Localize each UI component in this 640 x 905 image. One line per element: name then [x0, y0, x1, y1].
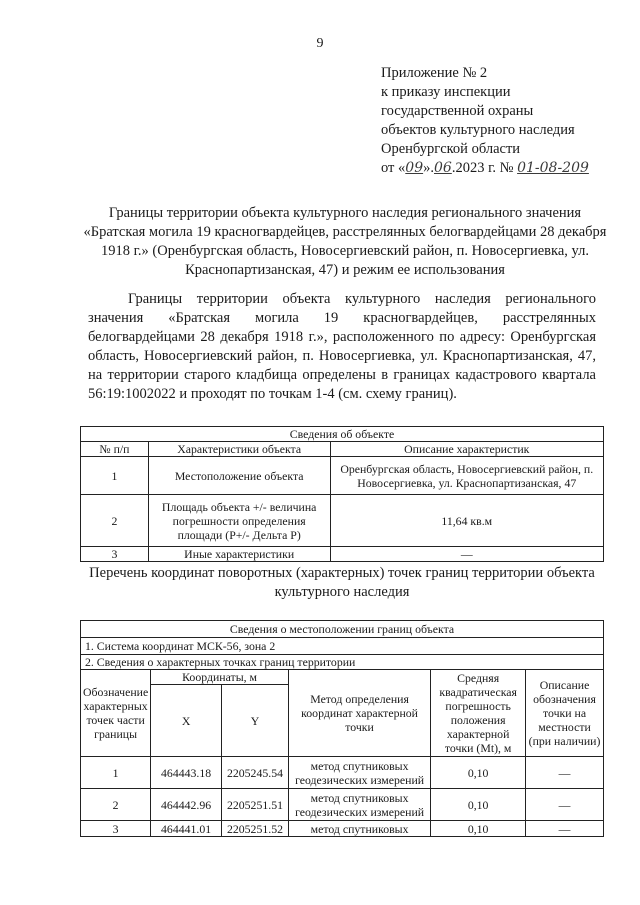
point-2-x: 464442.96 — [151, 789, 222, 821]
header-number: № п/п — [81, 442, 149, 457]
header-error: Средняя квадратическая погрешность положения характерной точки (Mt), м — [431, 670, 526, 757]
row-1-value: Оренбургская область, Новосергиевский район, п. Новосергиевка, ул. Краснопартизанская, 47 — [330, 457, 603, 495]
coords-system: 1. Система координат МСК-56, зона 2 — [81, 638, 604, 655]
appendix-line-4: объектов культурного наследия — [381, 122, 575, 138]
point-1-method: метод спутниковых геодезических измерений — [288, 757, 430, 789]
point-1-x: 464443.18 — [151, 757, 222, 789]
point-2-id: 2 — [81, 789, 151, 821]
row-3-value: — — [330, 547, 603, 562]
header-characteristic: Характеристики объекта — [148, 442, 330, 457]
header-method: Метод определения координат характерной точки — [288, 670, 430, 757]
coords-table-caption: Сведения о местоположении границ объекта — [81, 621, 604, 638]
point-2-method: метод спутниковых геодезических измерений — [288, 789, 430, 821]
appendix-date-line — [381, 159, 589, 178]
row-3-name: Иные характеристики — [148, 547, 330, 562]
header-y: Y — [222, 685, 289, 757]
document-title: Границы территории объекта культурного наследия регионального значения «Братская могила 19 красногвардейцев, расстрелянных белогвардейцами 28 декабря 1918 г.» (Оренбургская область, Новосергиевский район, п. Новосергиевка, ул. Краснопартизанская, 47) и режим ее использования — [83, 205, 607, 278]
point-2-error: 0,10 — [431, 789, 526, 821]
point-3-x: 464441.01 — [151, 821, 222, 837]
coords-points-info: 2. Сведения о характерных точках границ территории — [81, 655, 604, 670]
page-number: 9 — [316, 36, 324, 51]
header-point-designation: Обозначение характерных точек части границы — [81, 670, 151, 757]
point-3-description: — — [526, 821, 604, 837]
point-2-description: — — [526, 789, 604, 821]
point-2-y: 2205251.51 — [222, 789, 289, 821]
coordinates-table — [80, 620, 604, 837]
point-1-y: 2205245.54 — [222, 757, 289, 789]
point-1-description: — — [526, 757, 604, 789]
header-description: Описание характеристик — [330, 442, 603, 457]
appendix-line-2: к приказу инспекции — [381, 84, 511, 100]
appendix-header — [381, 64, 589, 178]
header-x: X — [151, 685, 222, 757]
point-1-error: 0,10 — [431, 757, 526, 789]
point-1-id: 1 — [81, 757, 151, 789]
header-coordinates: Координаты, м — [151, 670, 289, 685]
date-month-handwritten: 06 — [433, 160, 452, 176]
object-info-table — [80, 426, 604, 562]
row-2-name: Площадь объекта +/- величина погрешности определения площади (Р+/- Дельта Р) — [148, 495, 330, 547]
description-paragraph: Границы территории объекта культурного наследия регионального значения «Братская могила 19 красногвардейцев, расстрелянных белогвардейцами 28 декабря 1918 г.», расположенного по адресу: Оренбургская область, Новосергиевский район, п. Новосергиевка, ул. Краснопартизанская, 47, на территории старого кладбища определены в границах кадастрового квартала 56:19:1002022 и проходят по точкам 1-4 (см. схему границ). — [88, 291, 596, 402]
header-point-description: Описание обозначения точки на местности (при наличии) — [526, 670, 604, 757]
date-day-handwritten: 09 — [405, 160, 424, 176]
appendix-title: Приложение № 2 — [381, 65, 488, 81]
date-mid: ». — [423, 160, 434, 176]
row-2-number: 2 — [81, 495, 149, 547]
point-3-error: 0,10 — [431, 821, 526, 837]
date-year: .2023 г. № — [451, 160, 518, 176]
row-1-name: Местоположение объекта — [148, 457, 330, 495]
row-3-number: 3 — [81, 547, 149, 562]
row-2-value: 11,64 кв.м — [330, 495, 603, 547]
row-1-number: 1 — [81, 457, 149, 495]
point-3-id: 3 — [81, 821, 151, 837]
order-number-handwritten: 01-08-209 — [517, 160, 589, 176]
object-table-caption: Сведения об объекте — [81, 427, 604, 442]
coordinates-title: Перечень координат поворотных (характерных) точек границ территории объекта культурного наследия — [89, 565, 595, 600]
appendix-line-5: Оренбургской области — [381, 141, 521, 157]
appendix-line-3: государственной охраны — [381, 103, 534, 119]
point-3-y: 2205251.52 — [222, 821, 289, 837]
date-prefix: от « — [381, 160, 406, 176]
point-3-method: метод спутниковых — [288, 821, 430, 837]
